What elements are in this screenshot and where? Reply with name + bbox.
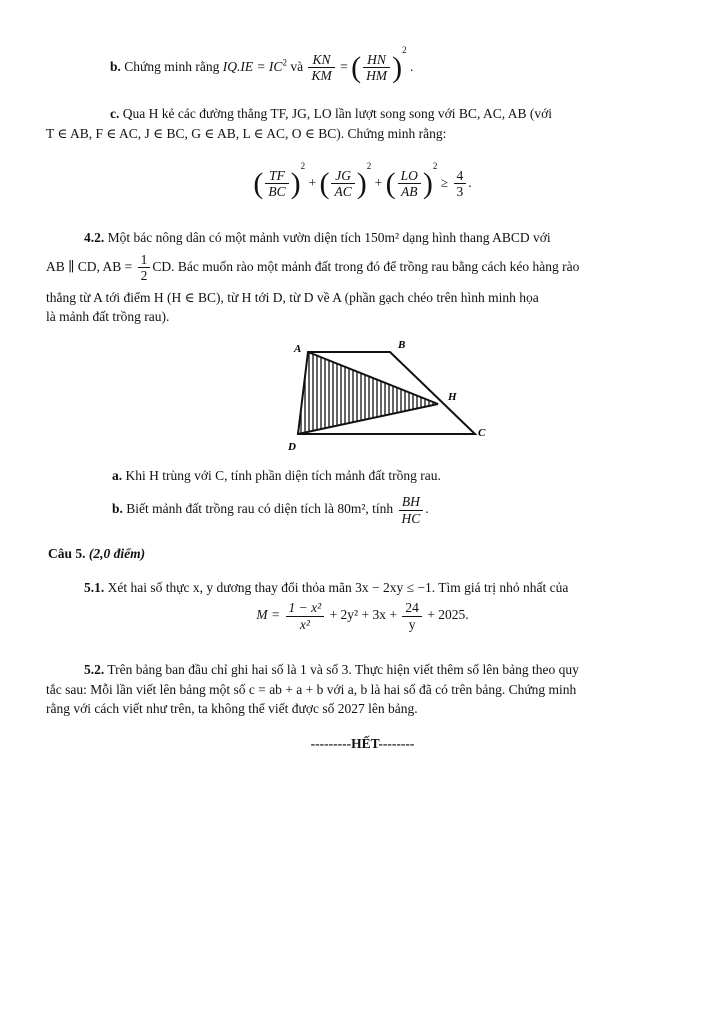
q52-line-3: rằng với cách viết như trên, ta không thể viết được số 2027 lên bảng. (46, 701, 418, 717)
q42-line-3: thẳng từ A tới điểm H (H ∈ BC), từ H tới D, từ D về A (phần gạch chéo trên hình minh họa (46, 289, 539, 305)
part-c-line-1: Qua H kẻ các đường thẳng TF, JG, LO lần lượt song song với BC, AC, AB (với (122, 106, 552, 121)
part-b-eq1-sup: 2 (282, 57, 287, 68)
part-c-inequality: ( $\frac{TF}{BC}$ )$^2$ + ( $\frac{JG}{AC}$ )$^2$ + ( $\frac{LO}{AB}$ )$^2$ ≥ $\frac{4}{3}$ . (253, 161, 472, 200)
end-marker: ---------HẾT-------- (310, 736, 415, 751)
q42-part-a: a. Khi H trùng với C, tính phần diện tích mảnh đất trồng rau. (112, 468, 441, 483)
part-b-text: Chứng minh rằng (124, 59, 220, 74)
part-b-and: và (290, 59, 304, 74)
q42-part-b: b. Biết mảnh đất trồng rau có diện tích là 80m², tính $\frac{BH}{HC}$ . (112, 494, 429, 526)
q51-formula: M = $\frac{\text{1 − x²}}{\text{x²}}$ + 2y² + 3x + $\frac{24}{y}$ + 2025. (256, 600, 469, 632)
hatched-region (298, 352, 438, 434)
q42-line-2: AB ∥ CD, AB = $\frac{1}{2}$ CD. Bác muốn rào một mảnh đất trong đó để trồng rau bằng cách kéo hàng rào (46, 251, 580, 284)
q42-half-fraction: $\frac{1}{2}$ (138, 252, 151, 284)
q42-line-4: là mảnh đất trồng rau). (46, 309, 170, 325)
ineq-frac-jg: $\frac{JG}{AC}$ (331, 168, 354, 200)
label-d: D (288, 441, 296, 453)
q42-line-1: Một bác nông dân có một mảnh vườn diện tích 150m² dạng hình thang ABCD với (107, 230, 551, 245)
cau-5-header: Câu 5. (2,0 điểm) (48, 546, 146, 561)
label-c: C (478, 427, 486, 439)
part-b-eq1: IQ.IE = IC (222, 59, 283, 74)
trapezoid-figure (280, 336, 500, 458)
part-c (46, 104, 678, 143)
part-c-line-2: T ∈ AB, F ∈ AC, J ∈ BC, G ∈ AB, L ∈ AC, O ∈ BC). Chứng minh rằng: (46, 125, 447, 141)
q52-line-2: tắc sau: Mỗi lần viết lên bảng một số c = ab + a + b với a, b là hai số đã có trên bảng. Chứng minh (46, 681, 577, 697)
question-5-1: 5.1. Xét hai số thực x, y dương thay đổi thỏa mãn 3x − 2xy ≤ −1. Tìm giá trị nhỏ nhất của (84, 580, 569, 595)
part-b-label: b. (110, 59, 121, 74)
label-b: B (398, 339, 406, 351)
part-b-fraction-2: $\frac{HN}{HM}$ (363, 52, 390, 84)
question-5-2: 5.2. Trên bảng ban đầu chỉ ghi hai số là 1 và số 3. Thực hiện viết thêm số lên bảng theo quy tắc sau: Mỗi lần viết lên bảng một số c = ab + a + b với a, b là hai số đã có trên bảng. Chứng minh rằng với cách viết như trên, ta không thể viết được số 2027 lên bảng. (46, 660, 678, 719)
part-b-end: . (409, 59, 414, 74)
q42-label: 4.2. (84, 230, 105, 245)
part-b-exp: 2 (402, 45, 407, 55)
part-b-fraction-1: $\frac{KN}{KM}$ (308, 52, 334, 84)
label-a: A (294, 343, 302, 355)
label-h: H (448, 391, 457, 403)
ineq-frac-lo: $\frac{LO}{AB}$ (398, 168, 421, 200)
q42-bh-hc: $\frac{BH}{HC}$ (399, 494, 424, 526)
q51-frac-2: $\frac{24}{y}$ (402, 600, 422, 632)
part-c-label: c. (110, 106, 120, 121)
part-b: b. Chứng minh rằng $IQ.IE = IC^2$ và $\frac{KN}{KM}$ = ( $\frac{HN}{HM}$ )$^2$ . (110, 45, 414, 84)
question-4-2 (46, 228, 678, 327)
ineq-frac-tf: $\frac{TF}{BC}$ (265, 168, 288, 200)
ineq-rhs: $\frac{4}{3}$ (454, 168, 467, 200)
q51-frac-1: $\frac{\text{1 − x²}}{\text{x²}}$ (286, 600, 325, 632)
